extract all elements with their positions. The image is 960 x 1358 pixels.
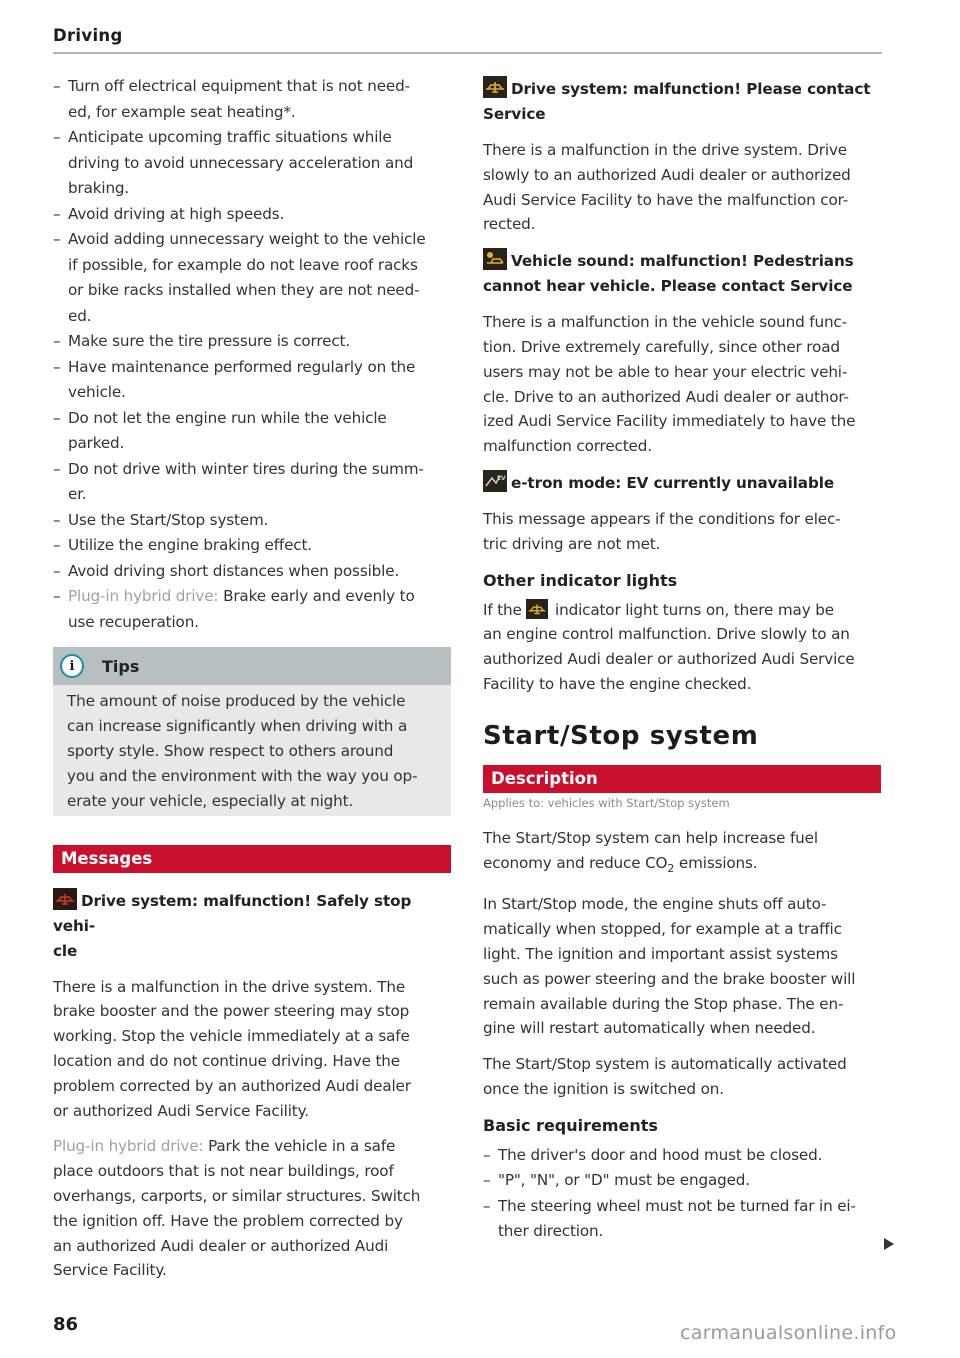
basic-requirements-heading: Basic requirements: [483, 1115, 658, 1135]
drive-system-red-indicator-icon: [53, 888, 77, 910]
tips-bullet-list: [53, 74, 451, 584]
tips-label: Tips: [102, 656, 140, 676]
start-stop-mode-paragraph: [483, 892, 881, 1041]
right-column: [483, 76, 881, 1245]
text-line: problem corrected by an authorized Audi dealer: [53, 1076, 411, 1095]
text-line: once the ignition is switched on.: [483, 1079, 724, 1098]
text-line: an authorized Audi dealer or authorized Audi: [53, 1236, 389, 1255]
text-line: rected.: [483, 215, 536, 234]
text-line: tion. Drive extremely carefully, since other road: [483, 337, 840, 356]
list-item: – Do not drive with winter tires during the summ- er.: [53, 457, 451, 508]
list-item: – Make sure the tire pressure is correct.: [53, 329, 451, 355]
text-line: remain available during the Stop phase. The en-: [483, 994, 844, 1013]
text-line: malfunction corrected.: [483, 437, 652, 456]
text-line: gine will restart automatically when needed.: [483, 1019, 816, 1038]
text-line: tric driving are not met.: [483, 534, 661, 553]
text-line: ized Audi Service Facility immediately to have the: [483, 412, 856, 431]
page-header: [53, 26, 882, 54]
text-line: The Start/Stop system is automatically activated: [483, 1055, 847, 1074]
engine-indicator-icon: [526, 599, 548, 619]
watermark: carmanualsonline.info: [680, 1322, 897, 1344]
text-line: slowly to an authorized Audi dealer or authorized: [483, 165, 851, 184]
applies-to-note: Applies to: vehicles with Start/Stop system: [483, 795, 730, 810]
tips-body: [53, 685, 451, 816]
list-item: – Anticipate upcoming traffic situations while driving to avoid unnecessary acceleration and braking.: [53, 125, 451, 202]
text-line: or authorized Audi Service Facility.: [53, 1101, 309, 1120]
list-item: – Avoid driving short distances when possible.: [53, 559, 451, 585]
msg-drive-stop-body: [53, 975, 451, 1124]
drive-system-yellow-indicator-icon: [483, 76, 507, 98]
msg-vehicle-sound-body: [483, 310, 881, 459]
list-item: – Do not let the engine run while the vehicle parked.: [53, 406, 451, 457]
start-stop-activation-paragraph: [483, 1052, 881, 1102]
hybrid-bullet: – Plug-in hybrid drive: Brake early and evenly to use recuperation.: [53, 584, 451, 635]
vehicle-sound-indicator-icon: [483, 248, 507, 270]
text-line: you and the environment with the way you op-: [67, 766, 418, 785]
text-line: There is a malfunction in the drive system. The: [53, 977, 406, 996]
tips-header: [53, 647, 451, 685]
text-line: place outdoors that is not near buildings, roof: [53, 1162, 394, 1181]
ev-mode-indicator-icon: [483, 470, 507, 492]
text-line: The amount of noise produced by the vehicle: [67, 692, 406, 710]
hybrid-prefix: Plug-in hybrid drive:: [68, 587, 219, 605]
tips-box: [53, 647, 451, 816]
text-line: sporty style. Show respect to others around: [67, 741, 394, 760]
msg-vehicle-sound-title: Vehicle sound: malfunction! Pedestrians cannot hear vehicle. Please contact Service: [483, 248, 881, 299]
list-item: – The steering wheel must not be turned far in ei- ther direction.: [483, 1194, 881, 1245]
msg-drive-service-body: [483, 138, 881, 237]
other-indicator-body: If the indicator light turns on, there may be an engine control malfunction. Drive slowly to an authorized Audi dealer or authorized Audi Service Facility to have the engine checked.: [483, 598, 881, 697]
msg-ev-body: [483, 507, 881, 557]
text-line: Audi Service Facility to have the malfunction cor-: [483, 190, 849, 209]
text-line: authorized Audi dealer or authorized Audi Service: [483, 650, 855, 669]
text-line: matically when stopped, for example at a traffic: [483, 920, 842, 939]
left-column: [53, 74, 451, 1283]
text-line: the ignition off. Have the problem corrected by: [53, 1211, 403, 1230]
text-line: cle. Drive to an authorized Audi dealer or author-: [483, 387, 849, 406]
list-item: – Turn off electrical equipment that is not need- ed, for example seat heating*.: [53, 74, 451, 125]
page-number: 86: [53, 1314, 79, 1335]
svg-text:EV: EV: [497, 474, 506, 482]
text-line: light. The ignition and important assist systems: [483, 944, 838, 963]
description-section-bar: Description: [483, 765, 881, 793]
text-line: Facility to have the engine checked.: [483, 674, 752, 693]
text-line: users may not be able to hear your electric vehi-: [483, 362, 848, 381]
list-item: – Avoid driving at high speeds.: [53, 202, 451, 228]
basic-requirements-list: [483, 1143, 881, 1245]
list-item: – Avoid adding unnecessary weight to the vehicle if possible, for example do not leave roof racks or bike racks installed when they are not need- ed.: [53, 227, 451, 329]
text-line: There is a malfunction in the vehicle sound func-: [483, 313, 847, 332]
text-line: working. Stop the vehicle immediately at a safe: [53, 1027, 410, 1046]
header-divider: [53, 52, 882, 54]
text-line: In Start/Stop mode, the engine shuts off auto-: [483, 895, 827, 914]
list-item: – Utilize the engine braking effect.: [53, 533, 451, 559]
messages-section-bar: Messages: [53, 845, 451, 873]
chapter-title: Driving: [53, 26, 123, 45]
text-line: an engine control malfunction. Drive slowly to an: [483, 625, 850, 644]
continue-arrow-icon: [884, 1238, 894, 1250]
list-item: – Have maintenance performed regularly on the vehicle.: [53, 355, 451, 406]
info-icon: i: [60, 654, 84, 678]
text-line: erate your vehicle, especially at night.: [67, 791, 354, 810]
list-item: – Use the Start/Stop system.: [53, 508, 451, 534]
text-line: location and do not continue driving. Have the: [53, 1051, 400, 1070]
text-line: overhangs, carports, or similar structures. Switch: [53, 1186, 421, 1205]
text-line: This message appears if the conditions for elec-: [483, 509, 841, 528]
text-line: brake booster and the power steering may stop: [53, 1002, 410, 1021]
list-item: – The driver's door and hood must be closed.: [483, 1143, 881, 1169]
msg-drive-stop-hybrid: Plug-in hybrid drive: Park the vehicle in a safe place outdoors that is not near buildings, roof overhangs, carports, or similar structures. Switch the ignition off. Have the problem corrected by an authorized Audi dealer or authorized Audi Service Facility.: [53, 1134, 451, 1283]
msg-ev-title: EV e-tron mode: EV currently unavailable: [483, 470, 881, 496]
list-item: – "P", "N", or "D" must be engaged.: [483, 1168, 881, 1194]
start-stop-intro: The Start/Stop system can help increase fuel economy and reduce $CO_2$ emissions.: [483, 828, 818, 875]
text-line: can increase significantly when driving with a: [67, 716, 408, 735]
text-line: such as power steering and the brake booster will: [483, 969, 856, 988]
msg-drive-stop-title: Drive system: malfunction! Safely stop vehi- cle: [53, 888, 451, 964]
text-line: There is a malfunction in the drive system. Drive: [483, 141, 848, 159]
section-title: Start/Stop system: [483, 720, 759, 751]
text-line: Service Facility.: [53, 1261, 167, 1280]
other-indicator-heading: Other indicator lights: [483, 570, 678, 590]
msg-drive-service-title: Drive system: malfunction! Please contact Service: [483, 76, 881, 127]
